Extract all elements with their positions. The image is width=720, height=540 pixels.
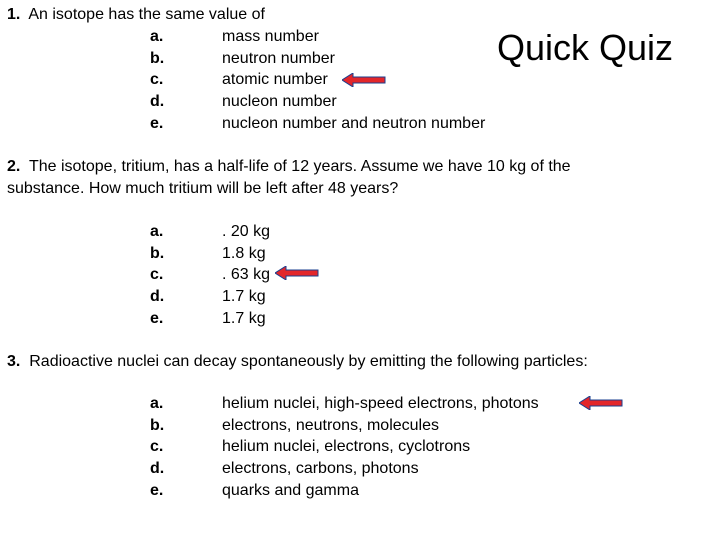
option-letter: c. <box>150 71 164 88</box>
question-text: Radioactive nuclei can decay spontaneously by emitting the following particles: <box>29 353 588 370</box>
option-text: . 63 kg <box>222 266 271 283</box>
option-text: nucleon number <box>222 93 337 110</box>
answer-arrow-icon <box>275 266 319 280</box>
option-letter: a. <box>150 395 164 412</box>
option-letter: a. <box>150 28 164 45</box>
option-text: electrons, carbons, photons <box>222 460 419 477</box>
option-letter: d. <box>150 288 165 305</box>
option-text: 1.8 kg <box>222 245 266 262</box>
option-text: quarks and gamma <box>222 482 359 499</box>
answer-arrow-icon <box>579 396 623 410</box>
question-number: 1. <box>7 6 21 23</box>
option-letter: b. <box>150 417 165 434</box>
question-2 <box>7 156 713 200</box>
option-letter: e. <box>150 115 164 132</box>
option-text: neutron number <box>222 50 335 67</box>
page-title: Quick Quiz <box>497 27 674 68</box>
question-number: 2. <box>7 158 21 175</box>
option-letter: e. <box>150 482 164 499</box>
answer-arrow-icon <box>342 73 386 87</box>
question-text: An isotope has the same value of <box>28 6 265 23</box>
option-letter: c. <box>150 266 164 283</box>
option-text: atomic number <box>222 71 328 88</box>
option-text: electrons, neutrons, molecules <box>222 417 439 434</box>
question-3 <box>7 351 717 373</box>
option-text: 1.7 kg <box>222 310 266 327</box>
question-1 <box>7 4 265 26</box>
option-letter: d. <box>150 460 165 477</box>
question-number: 3. <box>7 353 21 370</box>
option-letter: d. <box>150 93 165 110</box>
option-letter: c. <box>150 438 164 455</box>
option-text: helium nuclei, high-speed electrons, photons <box>222 395 539 412</box>
option-text: . 20 kg <box>222 223 271 240</box>
option-text: mass number <box>222 28 319 45</box>
option-letter: a. <box>150 223 164 240</box>
question-text-line-2: substance. How much tritium will be left after 48 years? <box>7 180 399 197</box>
question-text-line-1: The isotope, tritium, has a half-life of 12 years. Assume we have 10 kg of the <box>28 158 571 175</box>
option-text: 1.7 kg <box>222 288 266 305</box>
option-letter: b. <box>150 50 165 67</box>
option-letter: e. <box>150 310 164 327</box>
option-text: nucleon number and neutron number <box>222 115 486 132</box>
option-text: helium nuclei, electrons, cyclotrons <box>222 438 471 455</box>
option-letter: b. <box>150 245 165 262</box>
